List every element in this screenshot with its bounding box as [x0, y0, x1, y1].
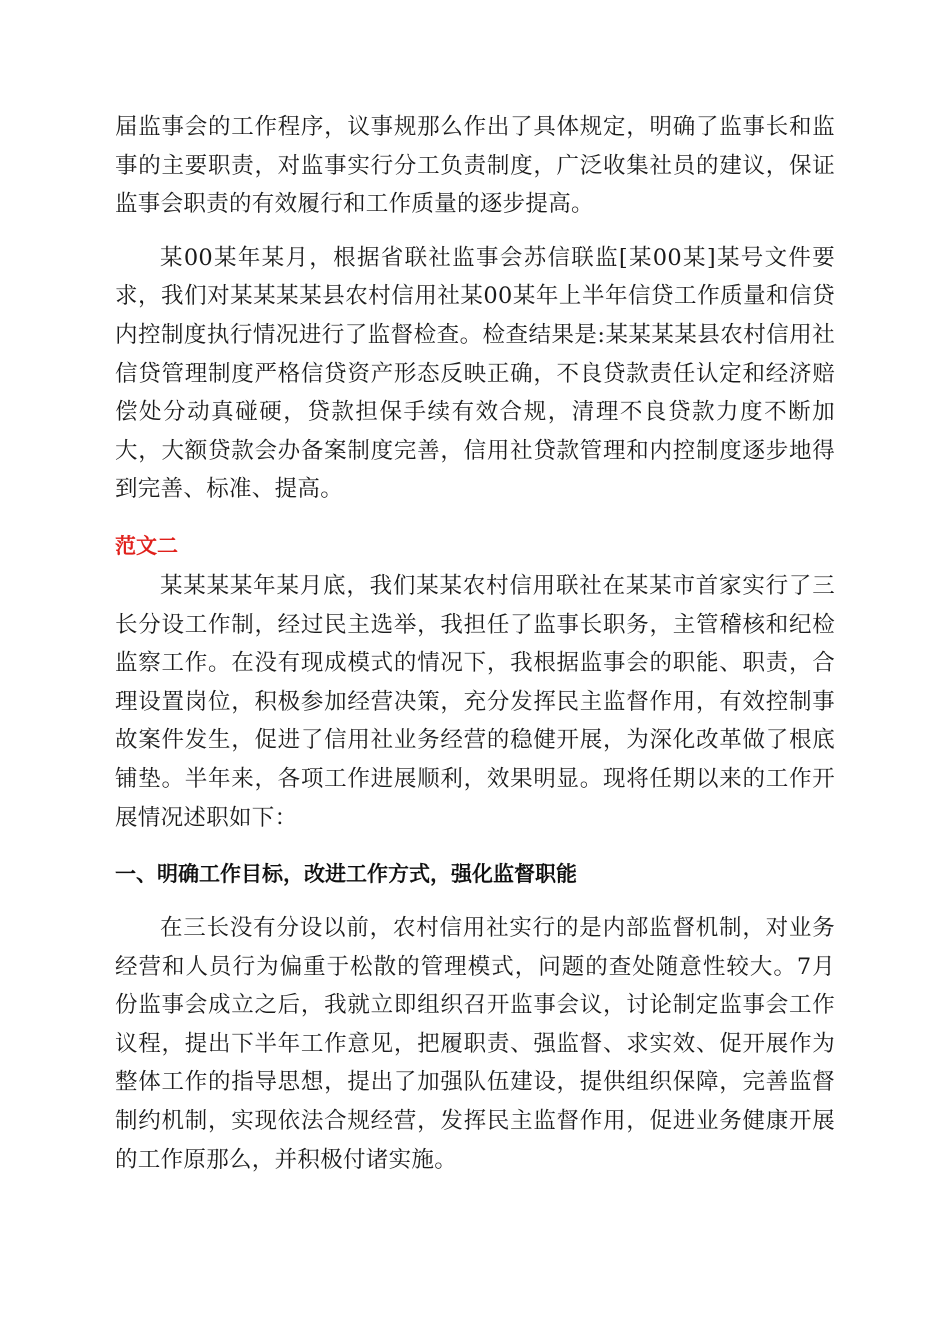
section-heading: 一、明确工作目标，改进工作方式，强化监督职能	[115, 862, 577, 887]
paragraph-2: 某00某年某月，根据省联社监事会苏信联监[某00某]某号文件要求，我们对某某某某县农村信用社某00某年上半年信贷工作质量和信贷内控制度执行情况进行了监督检查。检查结果是:某某某某县农村信用社信贷管理制度严格信贷资产形态反映正确，不良贷款责任认定和经济赔偿处分动真碰硬，贷款担保手续有效合规，清理不良贷款力度不断加大，大额贷款会办备案制度完善，信用社贷款管理和内控制度逐步地得到完善、标准、提高。	[115, 244, 835, 503]
document-page	[115, 108, 835, 1179]
example-heading: 范文二	[115, 533, 178, 558]
paragraph-4: 在三长没有分设以前，农村信用社实行的是内部监督机制，对业务经营和人员行为偏重于松散的管理模式，问题的查处随意性较大。7月份监事会成立之后，我就立即组织召开监事会议，讨论制定监事会工作议程，提出下半年工作意见，把履职责、强监督、求实效、促开展作为整体工作的指导思想，提出了加强队伍建设，提供组织保障，完善监督制约机制，实现依法合规经营，发挥民主监督作用，促进业务健康开展的工作原那么，并积极付诸实施。	[115, 915, 835, 1173]
paragraph-1: 届监事会的工作程序，议事规那么作出了具体规定，明确了监事长和监事的主要职责，对监事实行分工负责制度，广泛收集社员的建议，保证监事会职责的有效履行和工作质量的逐步提高。	[115, 114, 835, 218]
paragraph-3: 某某某某年某月底，我们某某农村信用联社在某某市首家实行了三长分设工作制，经过民主选举，我担任了监事长职务，主管稽核和纪检监察工作。在没有现成模式的情况下，我根据监事会的职能、职责，合理设置岗位，积极参加经营决策，充分发挥民主监督作用，有效控制事故案件发生，促进了信用社业务经营的稳健开展，为深化改革做了根底铺垫。半年来，各项工作进展顺利，效果明显。现将任期以来的工作开展情况述职如下：	[115, 572, 835, 831]
